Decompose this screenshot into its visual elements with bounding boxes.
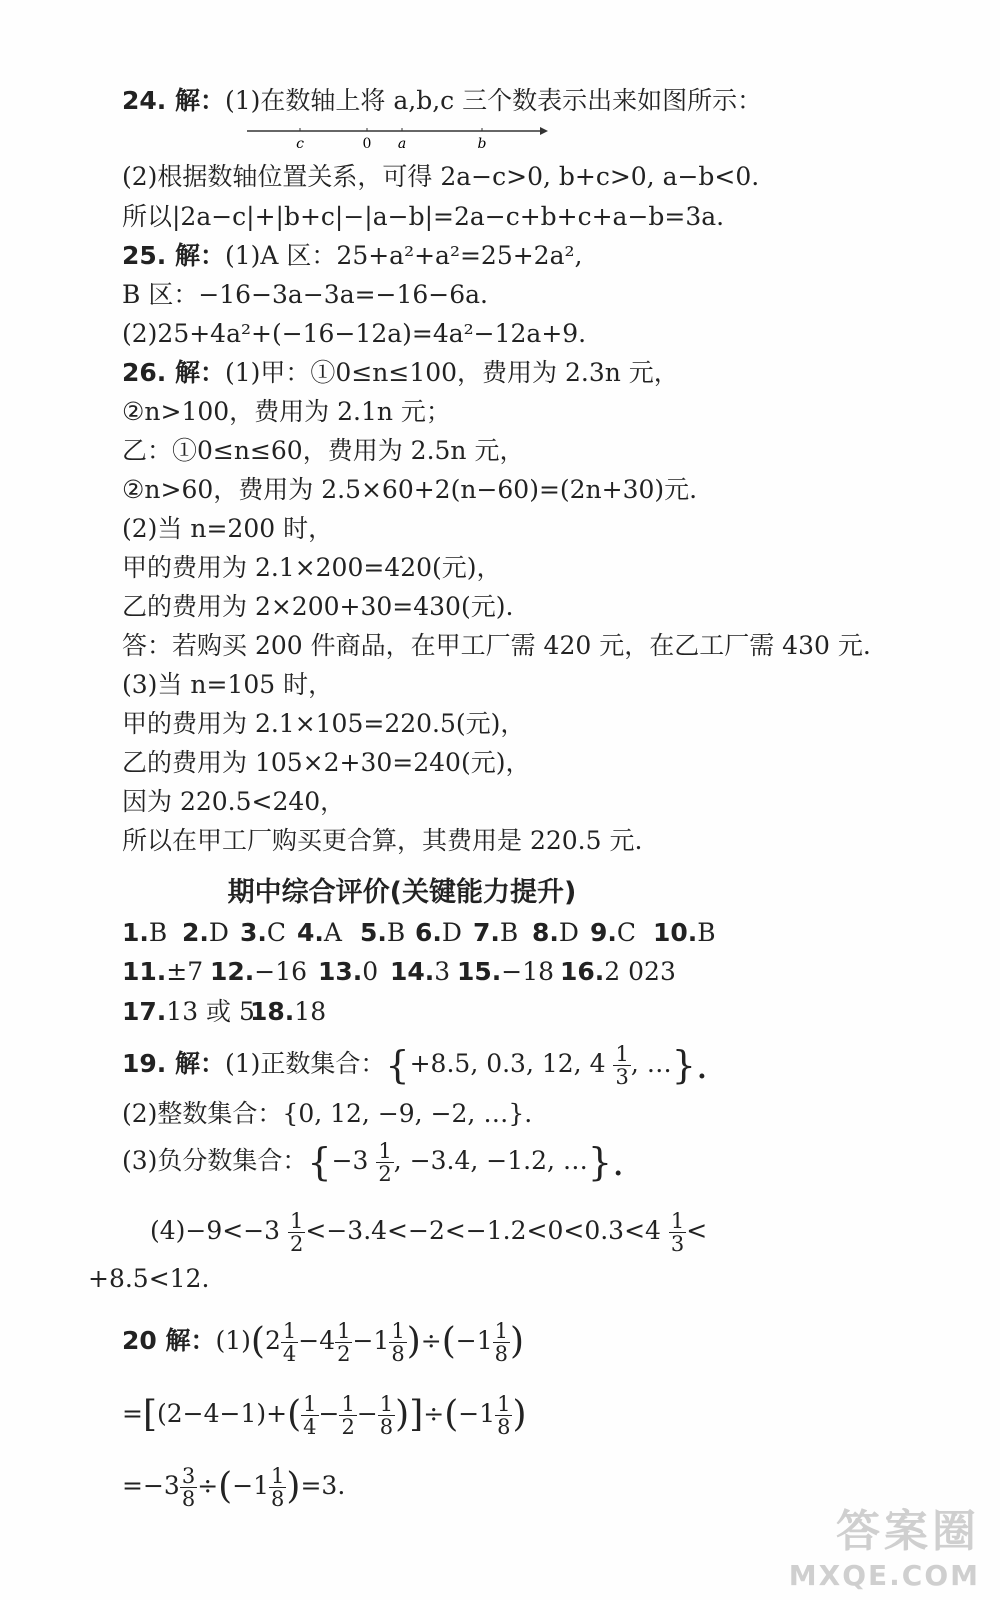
answer-value: 18 bbox=[294, 997, 327, 1026]
fraction-1-8: $\frac{1}{8}$ bbox=[379, 1392, 394, 1439]
answer-number: 6. bbox=[415, 918, 442, 947]
answer-number: 15. bbox=[457, 957, 502, 986]
answer-value: −16 bbox=[254, 957, 308, 986]
answer-value: −18 bbox=[501, 957, 555, 986]
number-line-figure bbox=[242, 122, 562, 156]
q19-part2: (2)整数集合：{0, 12, −9, −2, …}. bbox=[122, 1099, 533, 1128]
q20-line1: 20 解：(1)(2 $\frac{1}{4}$ −4 $\frac{1}{2}$ −1 $\frac{1}{8}$ )÷(−1 $\frac{1}{8}$ ) bbox=[122, 1319, 525, 1366]
solution-line: (2)根据数轴位置关系，可得 2a−c>0, b+c>0, a−b<0. bbox=[122, 162, 760, 191]
answer-number: 10. bbox=[653, 918, 698, 947]
answer-item bbox=[360, 916, 405, 950]
q26-line: 26. 解：(1)甲：①0≤n≤100，费用为 2.3n 元， bbox=[122, 358, 679, 387]
solution-line: 乙的费用为 105×2+30=240(元)， bbox=[122, 748, 531, 777]
answer-value: B bbox=[697, 918, 716, 947]
answer-number: 7. bbox=[473, 918, 500, 947]
solution-line: 答：若购买 200 件商品，在甲工厂需 420 元，在乙工厂需 430 元. bbox=[122, 631, 871, 660]
solution-line: B 区：−16−3a−3a=−16−6a. bbox=[122, 280, 489, 309]
answer-item bbox=[250, 995, 326, 1029]
fraction-1-2: $\frac{1}{2}$ bbox=[290, 1209, 304, 1256]
q20-line3: =−3 $\frac{3}{8}$ ÷(−1 $\frac{1}{8}$ )=3. bbox=[122, 1464, 346, 1511]
answer-item bbox=[182, 916, 229, 950]
answer-item bbox=[473, 916, 518, 950]
answer-value: 13 或 5 bbox=[166, 997, 255, 1026]
solution-line: ②n>100，费用为 2.1n 元； bbox=[122, 397, 451, 426]
answer-item bbox=[457, 955, 554, 989]
answer-value: 3 bbox=[434, 957, 451, 986]
answer-number: 12. bbox=[210, 957, 255, 986]
answer-item bbox=[590, 916, 636, 950]
answer-item bbox=[122, 916, 167, 950]
solution-line: 乙：①0≤n≤60，费用为 2.5n 元， bbox=[122, 436, 525, 465]
answer-item bbox=[415, 916, 462, 950]
q19-part4-cont: +8.5<12. bbox=[88, 1264, 210, 1293]
solution-line: (2)25+4a²+(−16−12a)=4a²−12a+9. bbox=[122, 319, 587, 348]
answer-value: B bbox=[148, 918, 168, 947]
solution-line: 甲的费用为 2.1×105=220.5(元)， bbox=[122, 709, 526, 738]
solution-line: 所以在甲工厂购买更合算，其费用是 220.5 元. bbox=[122, 826, 643, 855]
answer-value: A bbox=[323, 918, 342, 947]
answer-number: 17. bbox=[122, 997, 167, 1026]
fraction-1-8: $\frac{1}{8}$ bbox=[271, 1464, 285, 1511]
answer-item bbox=[653, 916, 716, 950]
answer-item bbox=[532, 916, 579, 950]
answer-number: 1. bbox=[122, 918, 149, 947]
answer-number: 4. bbox=[297, 918, 324, 947]
answer-item bbox=[318, 955, 378, 989]
fraction-1-3: $\frac{1}{3}$ bbox=[670, 1209, 685, 1256]
watermark-logo: 答案圈 MXQE.COM bbox=[788, 1506, 980, 1592]
fraction-1-2: $\frac{1}{2}$ bbox=[341, 1392, 355, 1439]
solution-line: 因为 220.5<240， bbox=[122, 787, 346, 816]
answer-item bbox=[122, 995, 255, 1029]
answer-item bbox=[210, 955, 307, 989]
fraction-1-8: $\frac{1}{8}$ bbox=[391, 1319, 405, 1366]
answer-number: 13. bbox=[318, 957, 363, 986]
tick-label-a: a bbox=[397, 136, 407, 152]
answer-item bbox=[297, 916, 342, 950]
fraction-1-3: $\frac{1}{3}$ bbox=[615, 1042, 629, 1089]
answer-value: C bbox=[266, 918, 287, 947]
q24-line: 24. 解：(1)在数轴上将 a,b,c 三个数表示出来如图所示： bbox=[122, 86, 763, 115]
solution-line: 甲的费用为 2.1×200=420(元)， bbox=[122, 553, 502, 582]
answer-item bbox=[122, 955, 203, 989]
answer-value: B bbox=[499, 918, 519, 947]
answer-item bbox=[560, 955, 676, 989]
answer-number: 14. bbox=[390, 957, 435, 986]
answer-value: D bbox=[558, 918, 579, 947]
fraction-1-2: $\frac{1}{2}$ bbox=[378, 1139, 392, 1186]
answer-value: ±7 bbox=[166, 957, 204, 986]
fraction-3-8: $\frac{3}{8}$ bbox=[181, 1464, 196, 1511]
answer-value: C bbox=[616, 918, 637, 947]
solution-line: (2)当 n=200 时， bbox=[122, 514, 334, 543]
fraction-1-8: $\frac{1}{8}$ bbox=[497, 1392, 511, 1439]
section-title: 期中综合评价(关键能力提升) bbox=[227, 877, 577, 908]
q19-part4: (4)−9<−3 $\frac{1}{2}$ <−3.4<−2<−1.2<0<0.3<4 $\frac{1}{3}$ < bbox=[150, 1209, 708, 1256]
solution-line: (3)当 n=105 时， bbox=[122, 670, 334, 699]
answer-value: D bbox=[441, 918, 462, 947]
fraction-1-4: $\frac{1}{4}$ bbox=[282, 1319, 297, 1366]
q19-part3: (3)负分数集合：{−3 $\frac{1}{2}$ , −3.4, −1.2, …}. bbox=[122, 1139, 625, 1186]
answer-number: 3. bbox=[240, 918, 267, 947]
answer-number: 18. bbox=[250, 997, 295, 1026]
q20-line2: =[(2−4−1)+( $\frac{1}{4}$ − $\frac{1}{2}$ − $\frac{1}{8}$ )]÷(−1 $\frac{1}{8}$ ) bbox=[122, 1392, 527, 1439]
tick-label-b: b bbox=[477, 136, 487, 152]
fraction-1-8: $\frac{1}{8}$ bbox=[494, 1319, 508, 1366]
tick-label-0: 0 bbox=[362, 136, 372, 152]
solution-line: 乙的费用为 2×200+30=430(元). bbox=[122, 592, 514, 621]
answer-number: 8. bbox=[532, 918, 559, 947]
fraction-1-4: $\frac{1}{4}$ bbox=[303, 1392, 317, 1439]
answer-value: 2 023 bbox=[604, 957, 676, 986]
answer-number: 9. bbox=[590, 918, 617, 947]
solution-line: ②n>60，费用为 2.5×60+2(n−60)=(2n+30)元. bbox=[122, 475, 698, 504]
answer-number: 2. bbox=[182, 918, 209, 947]
tick-label-c: c bbox=[296, 136, 304, 152]
answer-number: 16. bbox=[560, 957, 605, 986]
answer-number: 5. bbox=[360, 918, 387, 947]
fraction-1-2: $\frac{1}{2}$ bbox=[337, 1319, 351, 1366]
solution-line: 所以|2a−c|+|b+c|−|a−b|=2a−c+b+c+a−b=3a. bbox=[122, 202, 725, 231]
answer-number: 11. bbox=[122, 957, 167, 986]
answer-item bbox=[240, 916, 286, 950]
answer-value: D bbox=[208, 918, 229, 947]
answer-item bbox=[390, 955, 450, 989]
q25-line: 25. 解：(1)A 区：25+a²+a²=25+2a², bbox=[122, 241, 583, 270]
answer-value: B bbox=[386, 918, 406, 947]
q19-part1: 19. 解：(1)正数集合：{+8.5, 0.3, 12, 4 $\frac{1}{3}$ , …}. bbox=[122, 1042, 708, 1089]
answer-value: 0 bbox=[362, 957, 379, 986]
